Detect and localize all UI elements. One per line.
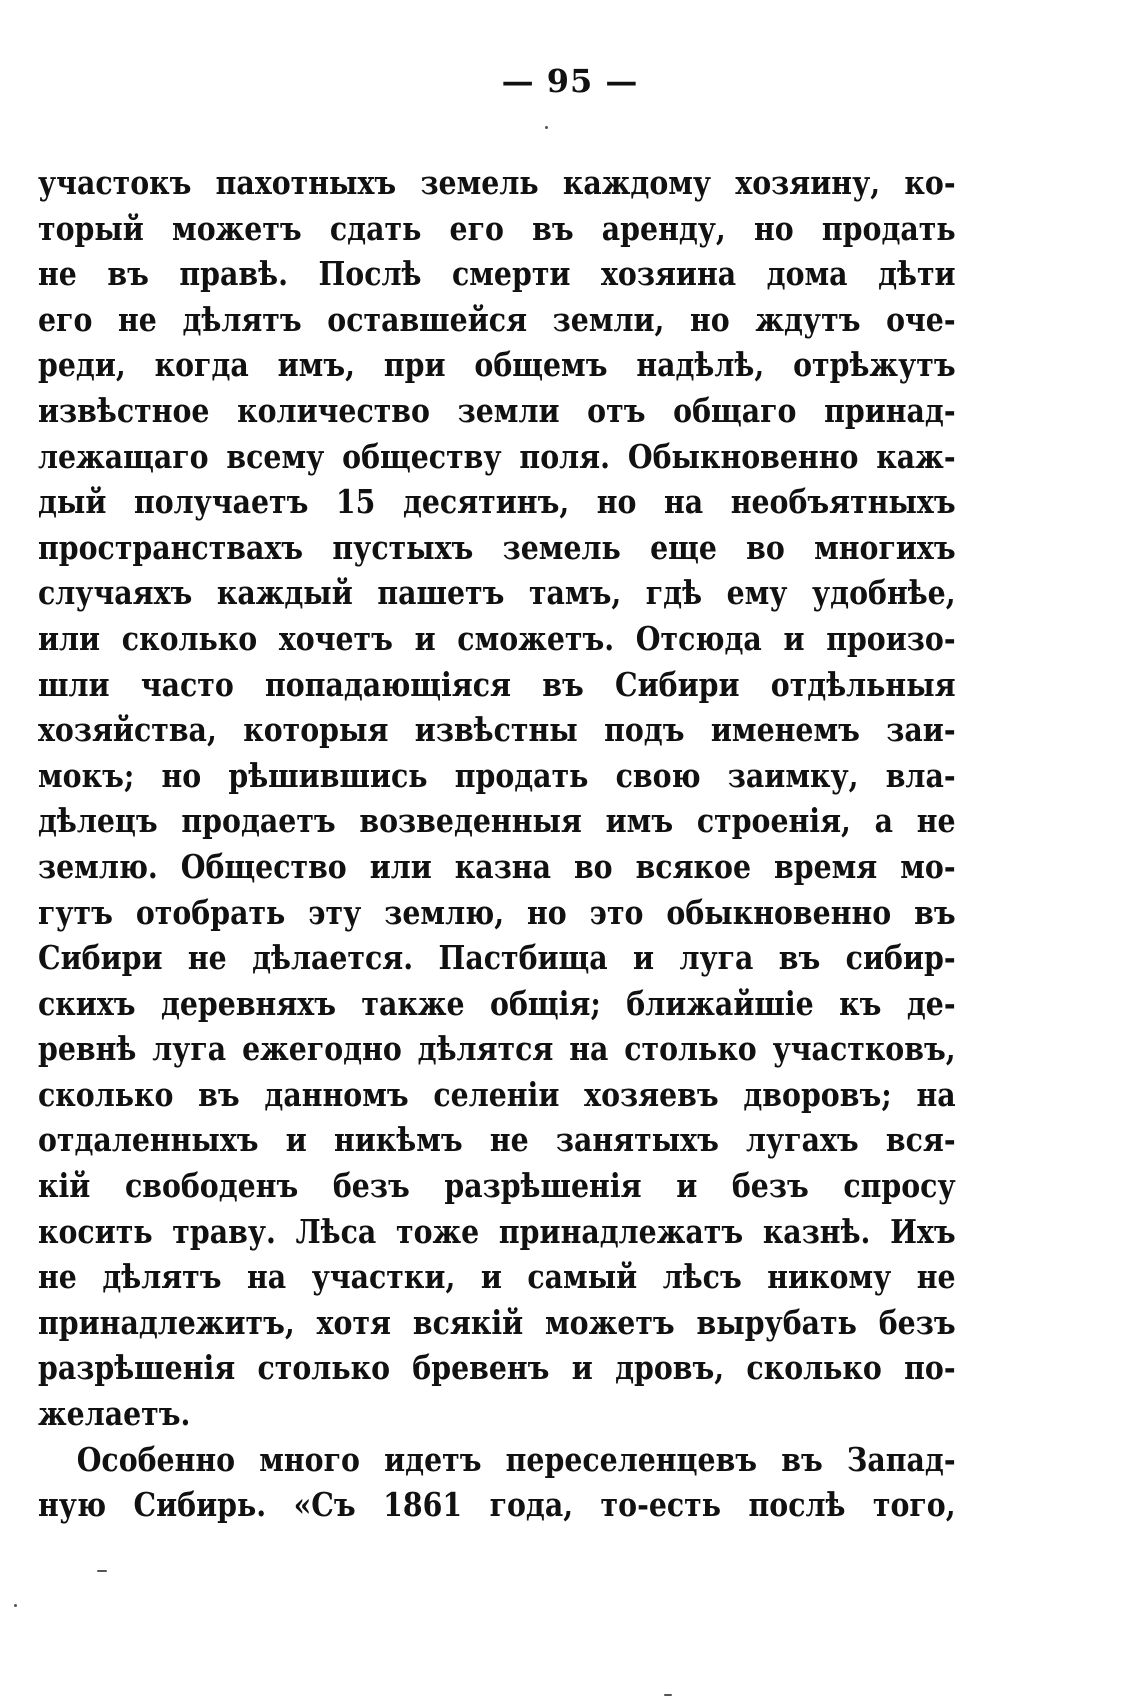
print-speck xyxy=(664,1694,672,1696)
text-line: дый получаетъ 15 десятинъ, но на необъятныхъ xyxy=(38,482,956,522)
text-line: хозяйства, которыя извѣстны подъ именемъ заи- xyxy=(38,710,956,750)
text-line: лежащаго всему обществу поля. Обыкновенно каж- xyxy=(38,436,956,476)
text-line: разрѣшенія столько бревенъ и дровъ, сколько по- xyxy=(38,1348,956,1388)
text-line: Особенно много идетъ переселенцевъ въ Запад- xyxy=(76,1439,956,1479)
text-line: пространствахъ пустыхъ земель еще во многихъ xyxy=(38,527,956,567)
text-line: мокъ; но рѣшившись продать свою заимку, вла- xyxy=(38,755,956,795)
print-speck xyxy=(545,126,548,129)
text-line: не дѣлятъ на участки, и самый лѣсъ никому не xyxy=(38,1257,956,1297)
page-number: — 95 — xyxy=(501,62,639,100)
text-line: его не дѣлятъ оставшейся земли, но ждутъ оче- xyxy=(38,299,956,339)
text-line: ную Сибирь. «Съ 1861 года, то-есть послѣ того, xyxy=(38,1485,956,1525)
text-line: торый можетъ сдать его въ аренду, но продать xyxy=(38,208,956,248)
text-line: скихъ деревняхъ также общія; ближайшіе къ де- xyxy=(38,983,956,1023)
text-line: дѣлецъ продаетъ возведенныя имъ строенія, а не xyxy=(38,801,956,841)
text-line: принадлежитъ, хотя всякій можетъ вырубать безъ xyxy=(38,1302,956,1342)
text-line: участокъ пахотныхъ земель каждому хозяину, ко- xyxy=(38,163,956,202)
text-line: извѣстное количество земли отъ общаго принад- xyxy=(38,390,956,430)
text-line: косить траву. Лѣса тоже принадлежатъ казнѣ. Ихъ xyxy=(38,1211,956,1251)
text-line: или сколько хочетъ и сможетъ. Отсюда и произо- xyxy=(38,618,956,658)
text-line: сколько въ данномъ селеніи хозяевъ дворовъ; на xyxy=(38,1074,956,1114)
text-line: отдаленныхъ и никѣмъ не занятыхъ лугахъ вся- xyxy=(38,1120,956,1160)
text-line: Сибири не дѣлается. Пастбища и луга въ сибир- xyxy=(38,938,956,978)
text-line: реди, когда имъ, при общемъ надѣлѣ, отрѣжутъ xyxy=(38,345,956,385)
print-speck xyxy=(97,1570,107,1572)
text-line: шли часто попадающіяся въ Сибири отдѣльныя xyxy=(38,664,956,704)
body-text xyxy=(38,160,956,1528)
text-line: случаяхъ каждый пашетъ тамъ, гдѣ ему удобнѣе, xyxy=(38,573,956,613)
text-line: не въ правѣ. Послѣ смерти хозяина дома дѣти xyxy=(38,254,956,294)
text-line: гутъ отобрать эту землю, но это обыкновенно въ xyxy=(38,892,956,932)
text-line: кій свободенъ безъ разрѣшенія и безъ спросу xyxy=(38,1166,956,1206)
text-line: желаетъ. xyxy=(38,1394,191,1434)
text-line: ревнѣ луга ежегодно дѣлятся на столько участковъ, xyxy=(38,1029,956,1069)
print-speck xyxy=(14,1604,17,1607)
text-line: землю. Общество или казна во всякое время мо- xyxy=(38,846,956,886)
